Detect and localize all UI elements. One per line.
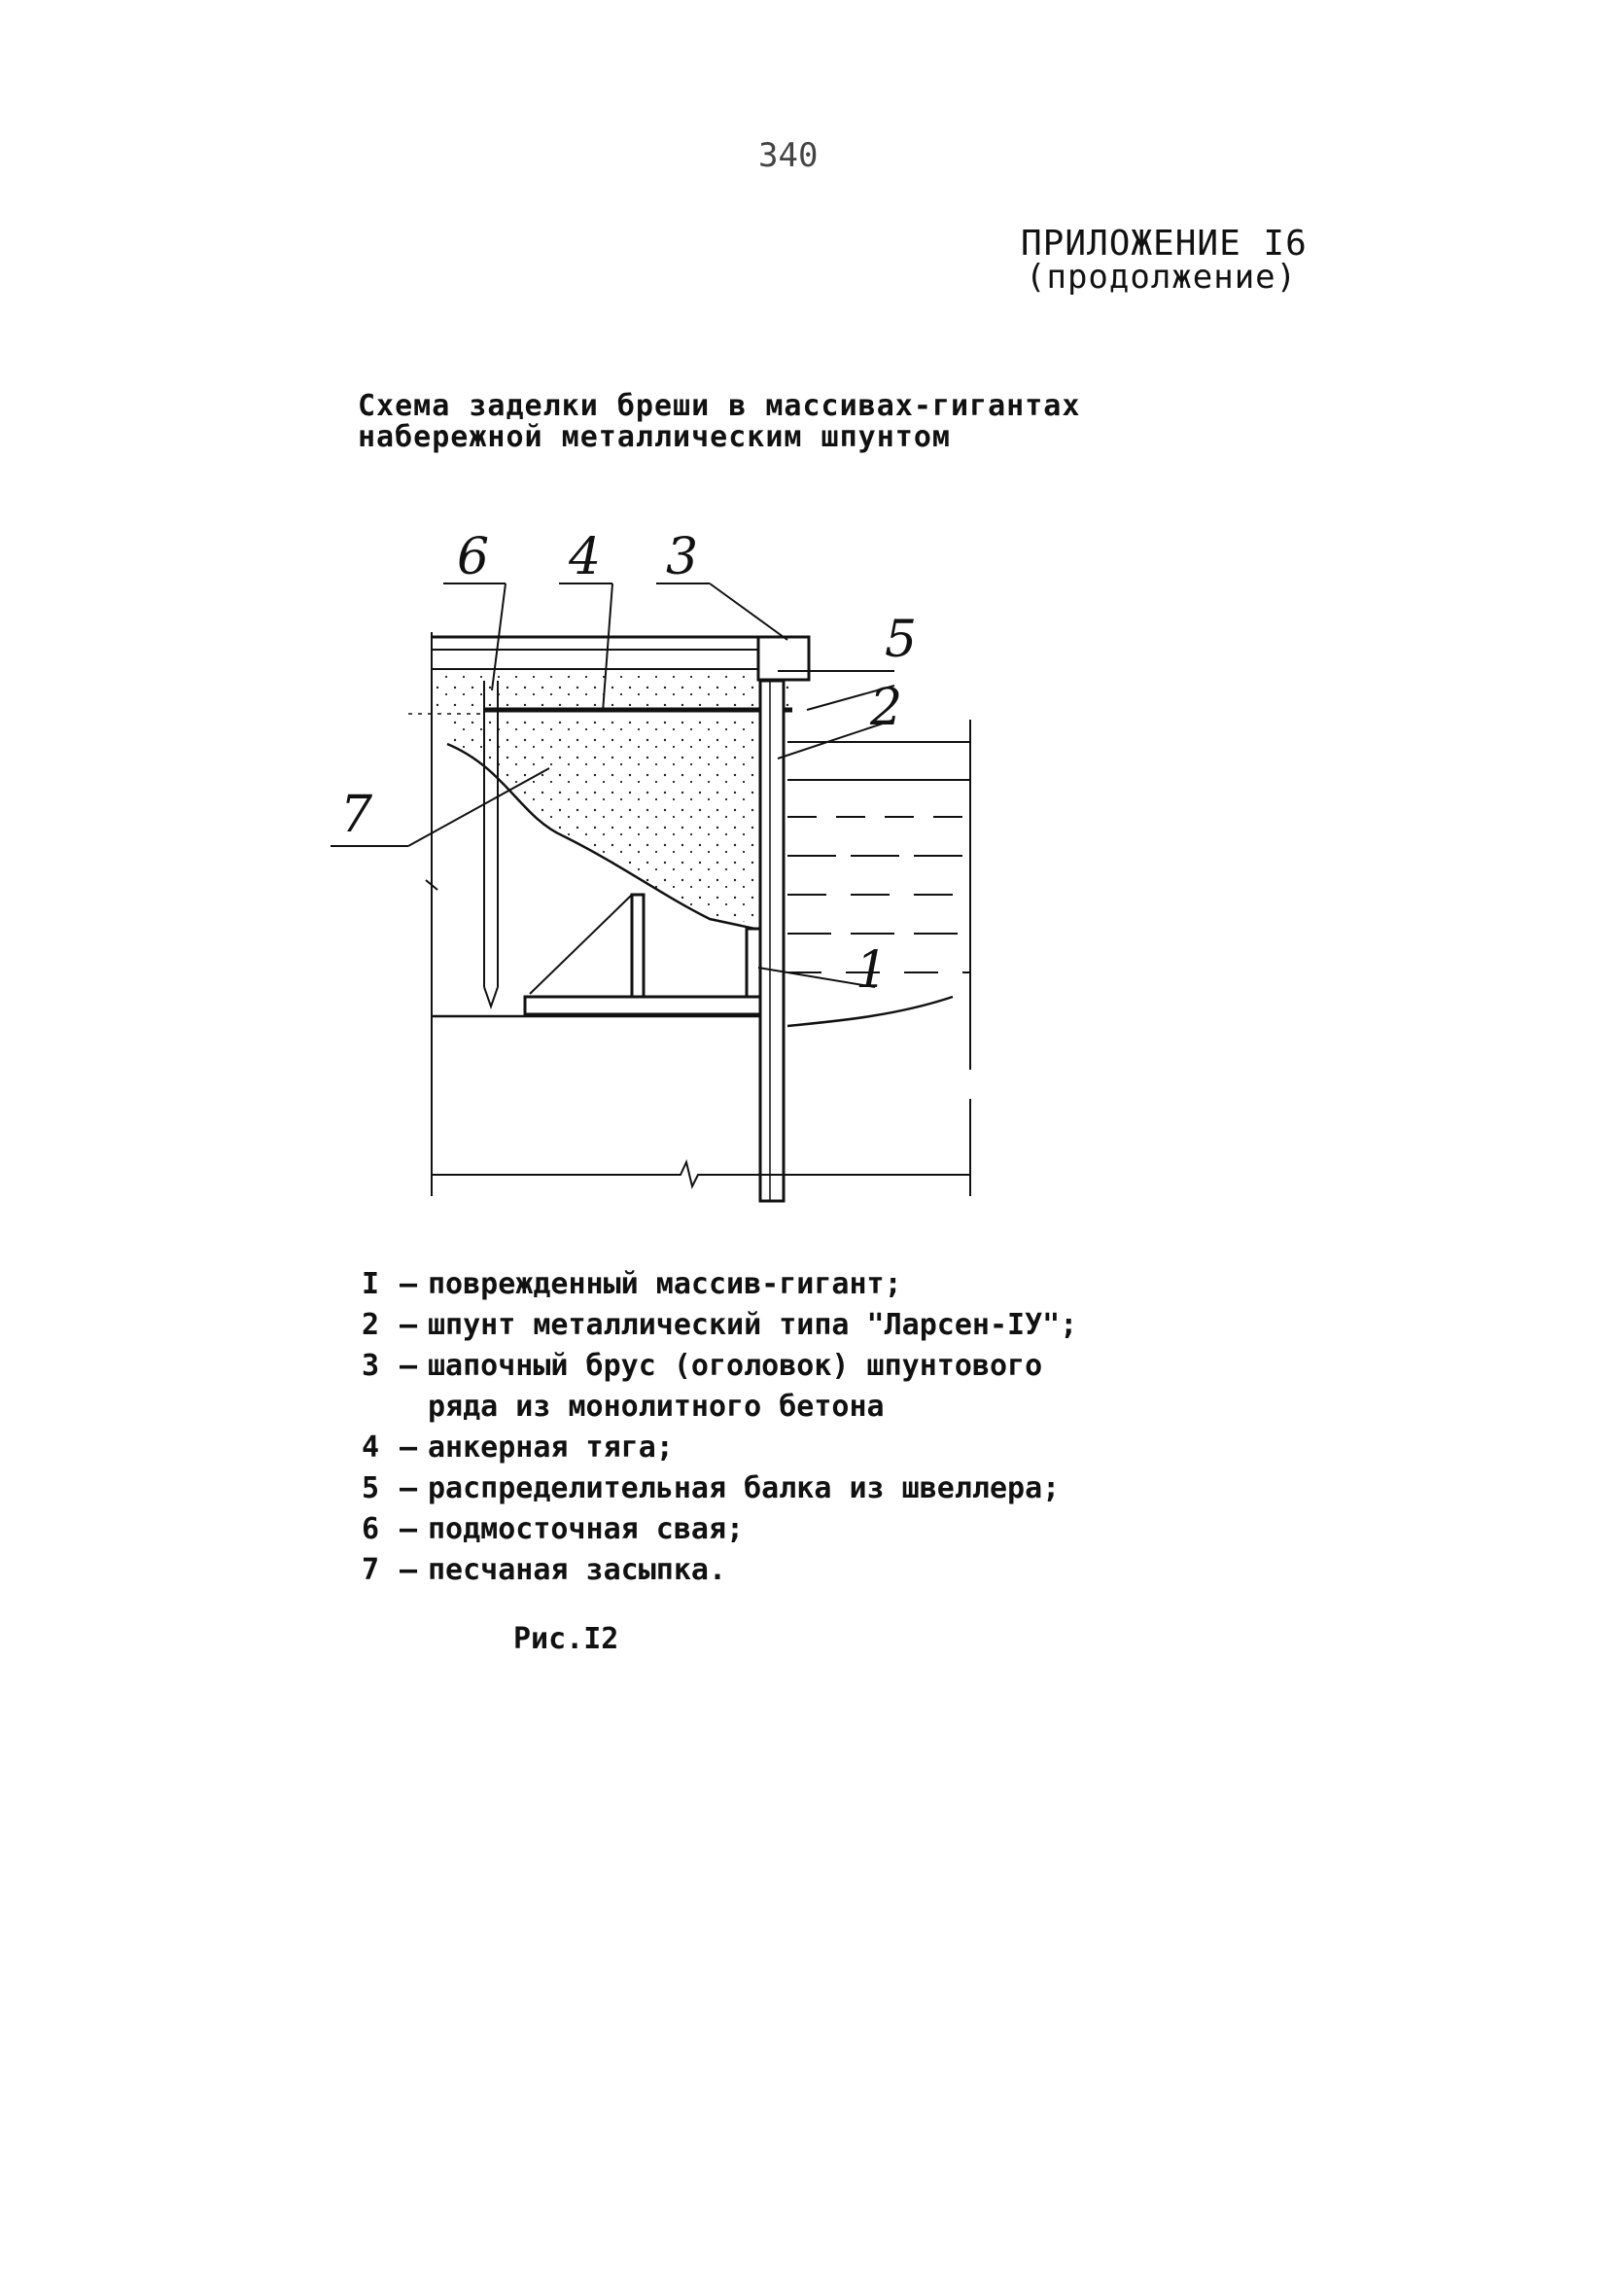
legend-text: поврежденный массив-гигант; bbox=[428, 1267, 902, 1301]
legend-number: 7 bbox=[362, 1553, 380, 1587]
legend-text-continuation: ряда из монолитного бетона bbox=[428, 1390, 885, 1424]
callout-6: 6 bbox=[457, 528, 490, 586]
callout-1: 1 bbox=[856, 941, 889, 1000]
concrete-deck-slab bbox=[432, 637, 807, 706]
legend-text: шпунт металлический типа "Ларсен-IУ"; bbox=[428, 1308, 1078, 1342]
figure-caption: Рис.I2 bbox=[513, 1622, 619, 1656]
callout-2: 2 bbox=[870, 679, 903, 737]
legend-number: 4 bbox=[362, 1431, 380, 1465]
scheme-title-line-2: набережной металлическим шпунтом bbox=[358, 420, 951, 454]
legend-number: I bbox=[362, 1267, 380, 1301]
legend-number: 3 bbox=[362, 1349, 380, 1383]
appendix-subtitle: (продолжение) bbox=[1026, 258, 1298, 297]
legend-item: 4 – анкерная тяга; bbox=[362, 1428, 1077, 1468]
quay-wall-breach-diagram bbox=[311, 525, 1031, 1225]
seabed-line bbox=[787, 997, 953, 1026]
page-number: 340 bbox=[758, 136, 819, 175]
callout-5: 5 bbox=[885, 611, 918, 669]
legend-item: I – поврежденный массив-гигант; bbox=[362, 1264, 1077, 1305]
appendix-title: ПРИЛОЖЕНИЕ I6 bbox=[1021, 224, 1308, 264]
legend-number: 2 bbox=[362, 1308, 380, 1342]
dimension-line bbox=[432, 1099, 970, 1196]
legend-item: 6 – подмосточная свая; bbox=[362, 1509, 1077, 1550]
cap-beam bbox=[758, 637, 809, 680]
callout-3: 3 bbox=[666, 528, 699, 586]
legend-item: 7 – песчаная засыпка. bbox=[362, 1550, 1077, 1591]
legend-item: 3 – шапочный брус (оголовок) шпунтового bbox=[362, 1346, 1077, 1387]
legend-number: 5 bbox=[362, 1471, 380, 1505]
legend-text: подмосточная свая; bbox=[428, 1512, 745, 1546]
callout-7: 7 bbox=[340, 786, 373, 844]
scheme-title-line-1: Схема заделки бреши в массивах-гигантах bbox=[358, 389, 1081, 423]
legend-text: шапочный брус (оголовок) шпунтового bbox=[428, 1349, 1043, 1383]
legend-text: распределительная балка из швеллера; bbox=[428, 1471, 1061, 1505]
legend-number: 6 bbox=[362, 1512, 380, 1546]
legend-item: 2 – шпунт металлический типа "Ларсен-IУ"; bbox=[362, 1305, 1077, 1346]
callout-4: 4 bbox=[569, 528, 602, 586]
legend-text: анкерная тяга; bbox=[428, 1431, 674, 1465]
legend-item: 5 – распределительная балка из швеллера; bbox=[362, 1468, 1077, 1509]
legend bbox=[362, 1264, 1077, 1591]
water-area bbox=[787, 720, 970, 1070]
legend-text: песчаная засыпка. bbox=[428, 1553, 727, 1587]
